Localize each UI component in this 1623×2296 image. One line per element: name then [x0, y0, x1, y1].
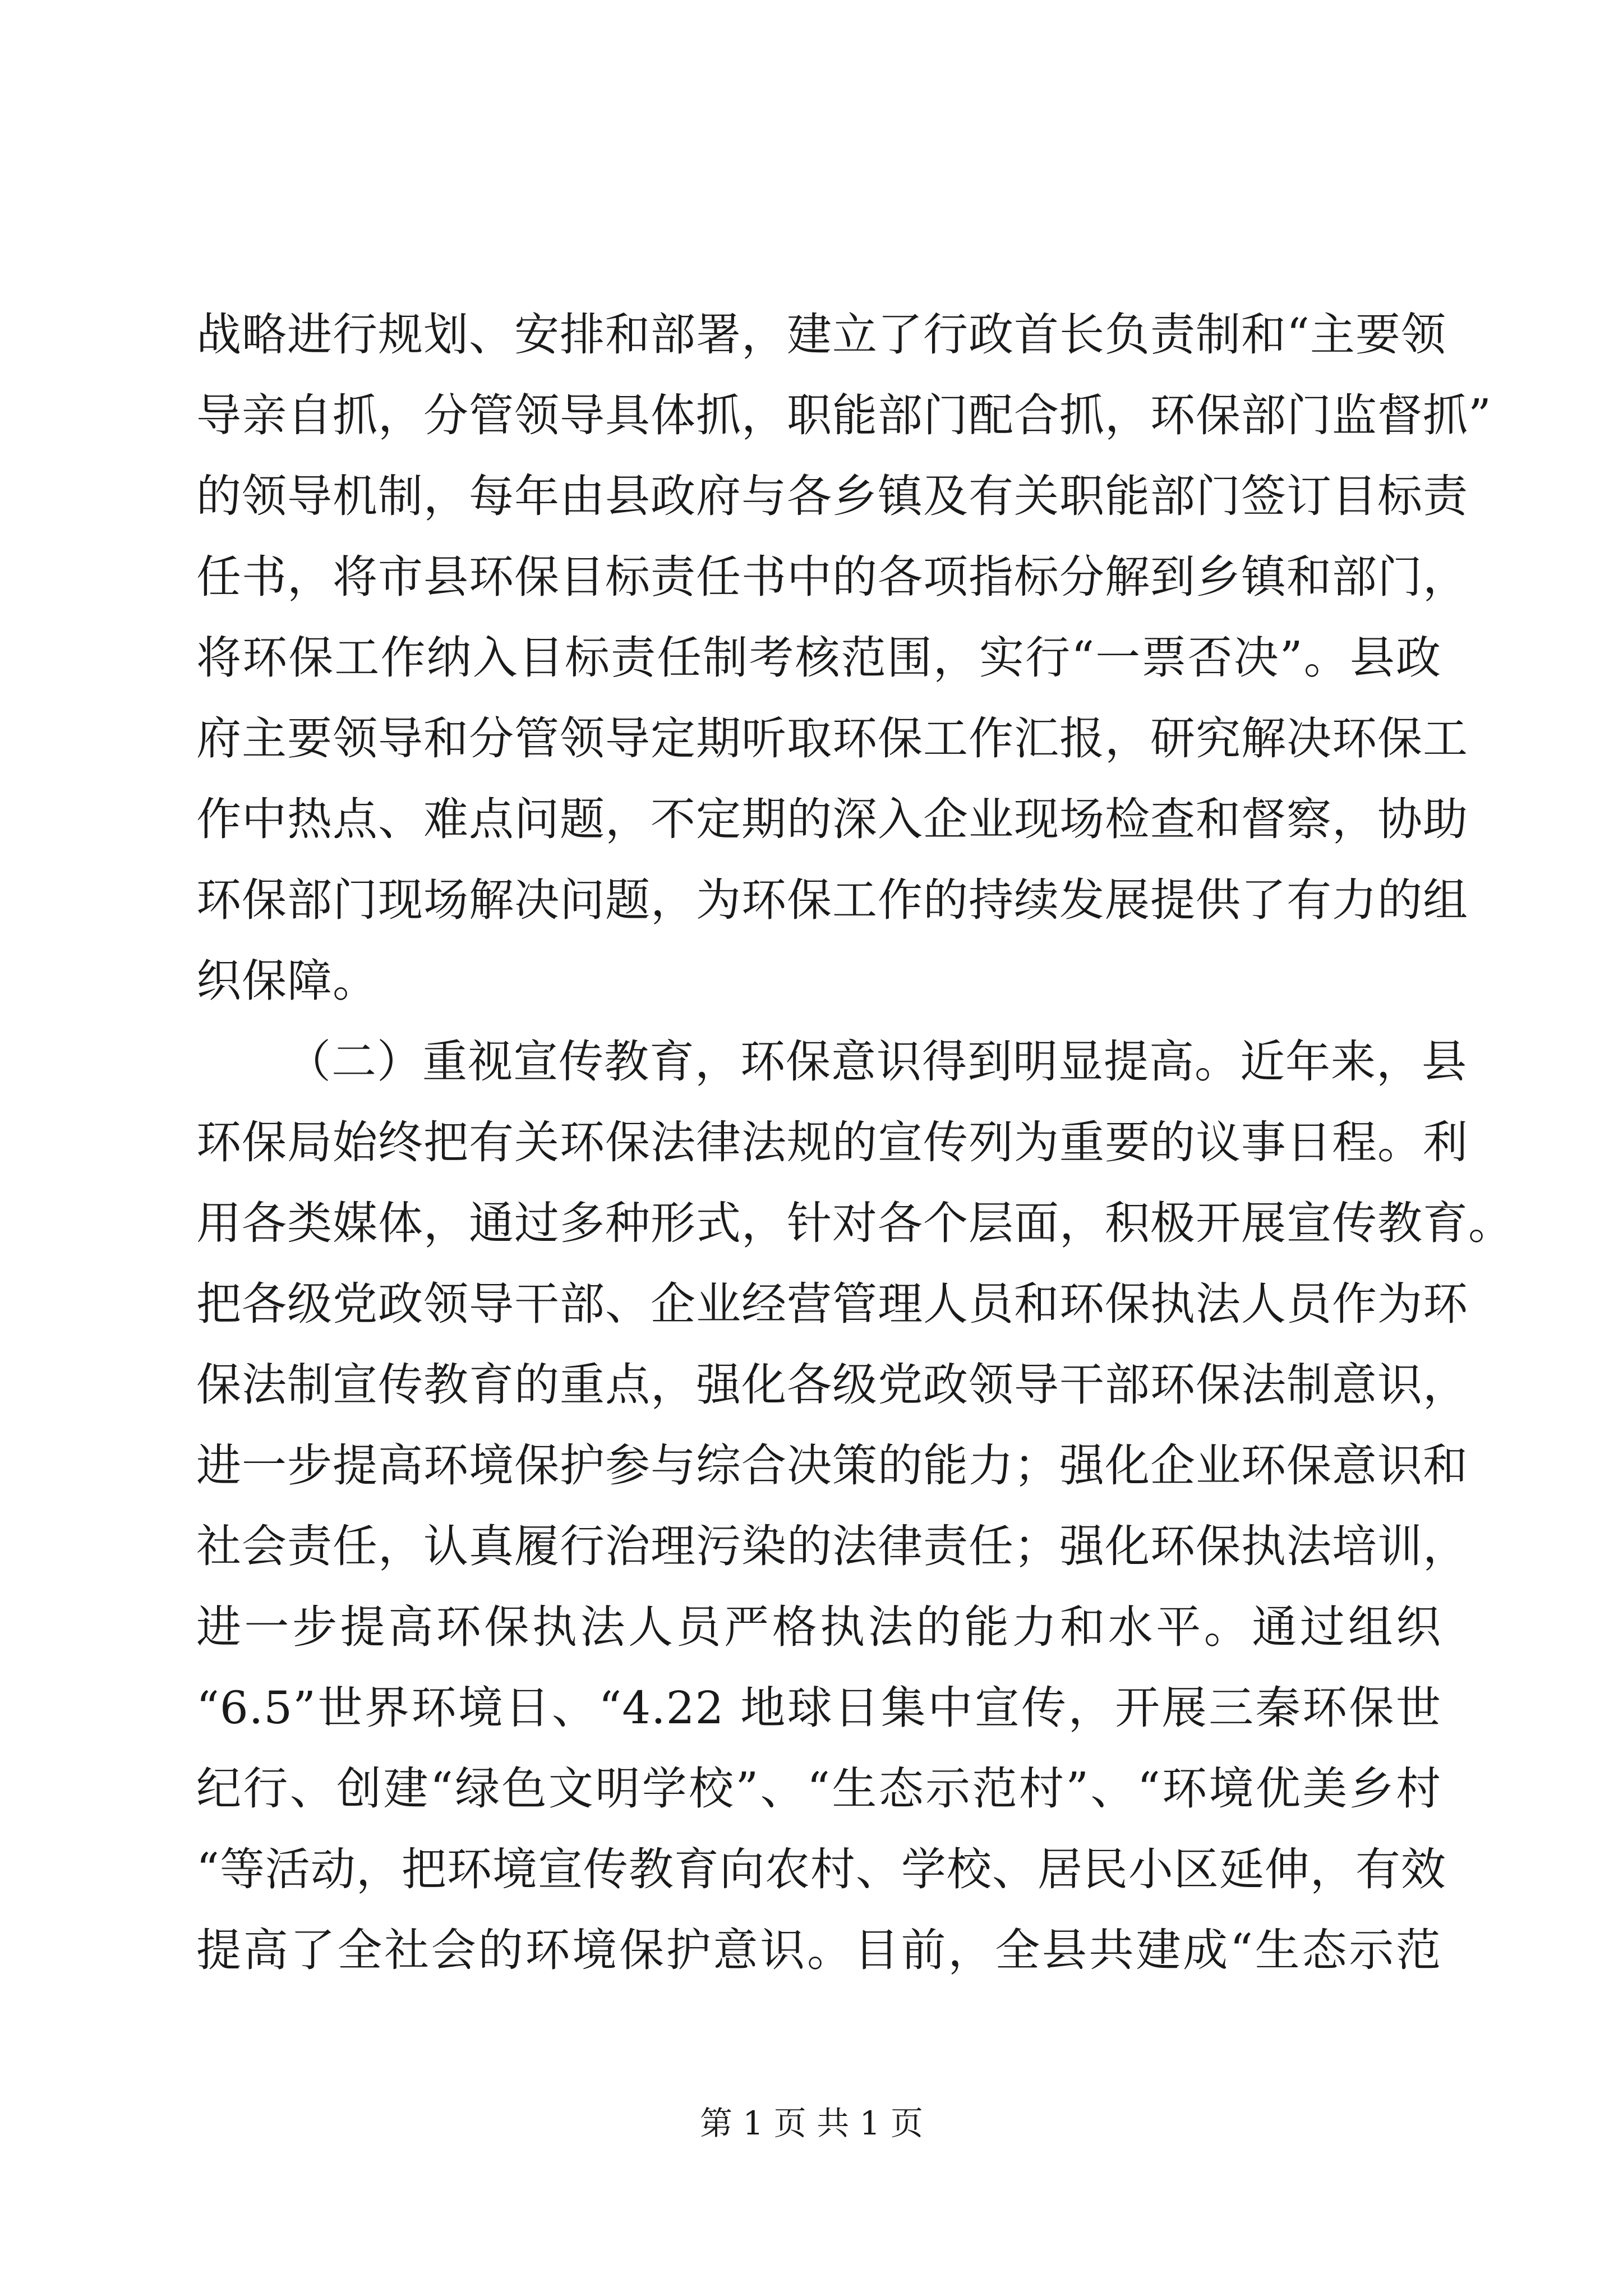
text-line: 把各级党政领导干部、企业经营管理人员和环保执法人员作为环 — [196, 1278, 1468, 1330]
text-line: 进一步提高环保执法人员严格执法的能力和水平。通过组织 — [196, 1601, 1441, 1653]
body-text — [196, 295, 1514, 1991]
text-line: 提高了全社会的环境保护意识。目前，全县共建成“生态示范 — [196, 1924, 1441, 1976]
text-line: 战略进行规划、安排和部署，建立了行政首长负责制和“主要领 — [196, 309, 1446, 361]
text-line: 将环保工作纳入目标责任制考核范围，实行“一票否决”。县政 — [196, 632, 1441, 684]
text-line: 进一步提高环境保护参与综合决策的能力；强化企业环保意识和 — [196, 1439, 1468, 1492]
text-line: 环保部门现场解决问题，为环保工作的持续发展提供了有力的组 — [196, 874, 1468, 926]
text-line: 府主要领导和分管领导定期听取环保工作汇报，研究解决环保工 — [196, 712, 1468, 765]
text-line: 纪行、创建“绿色文明学校”、“生态示范村”、“环境优美乡村 — [196, 1763, 1441, 1815]
text-line: 社会责任，认真履行治理污染的法律责任；强化环保执法培训， — [196, 1520, 1468, 1572]
text-line: 保法制宣传教育的重点，强化各级党政领导干部环保法制意识， — [196, 1359, 1468, 1411]
text-line: “6.5”世界环境日、“4.22 地球日集中宣传，开展三秦环保世 — [196, 1682, 1441, 1734]
text-line: （二）重视宣传教育，环保意识得到明显提高。近年来，县 — [286, 1036, 1467, 1088]
text-line: 的领导机制，每年由县政府与各乡镇及有关职能部门签订目标责 — [196, 470, 1468, 522]
page-number-label: 第 1 页 共 1 页 — [700, 2104, 923, 2142]
text-line: 环保局始终把有关环保法律法规的宣传列为重要的议事日程。利 — [196, 1116, 1468, 1168]
page-footer — [0, 2101, 1623, 2146]
text-line: 作中热点、难点问题，不定期的深入企业现场检查和督察，协助 — [196, 793, 1468, 845]
text-line: 织保障。 — [196, 955, 378, 1007]
text-line: “等活动，把环境宣传教育向农村、学校、居民小区延伸，有效 — [196, 1843, 1446, 1895]
text-line: 导亲自抓，分管领导具体抓，职能部门配合抓，环保部门监督抓” — [196, 389, 1492, 441]
text-line: 任书，将市县环保目标责任书中的各项指标分解到乡镇和部门， — [196, 551, 1468, 603]
text-line: 用各类媒体，通过多种形式，针对各个层面，积极开展宣传教育。 — [196, 1197, 1514, 1249]
